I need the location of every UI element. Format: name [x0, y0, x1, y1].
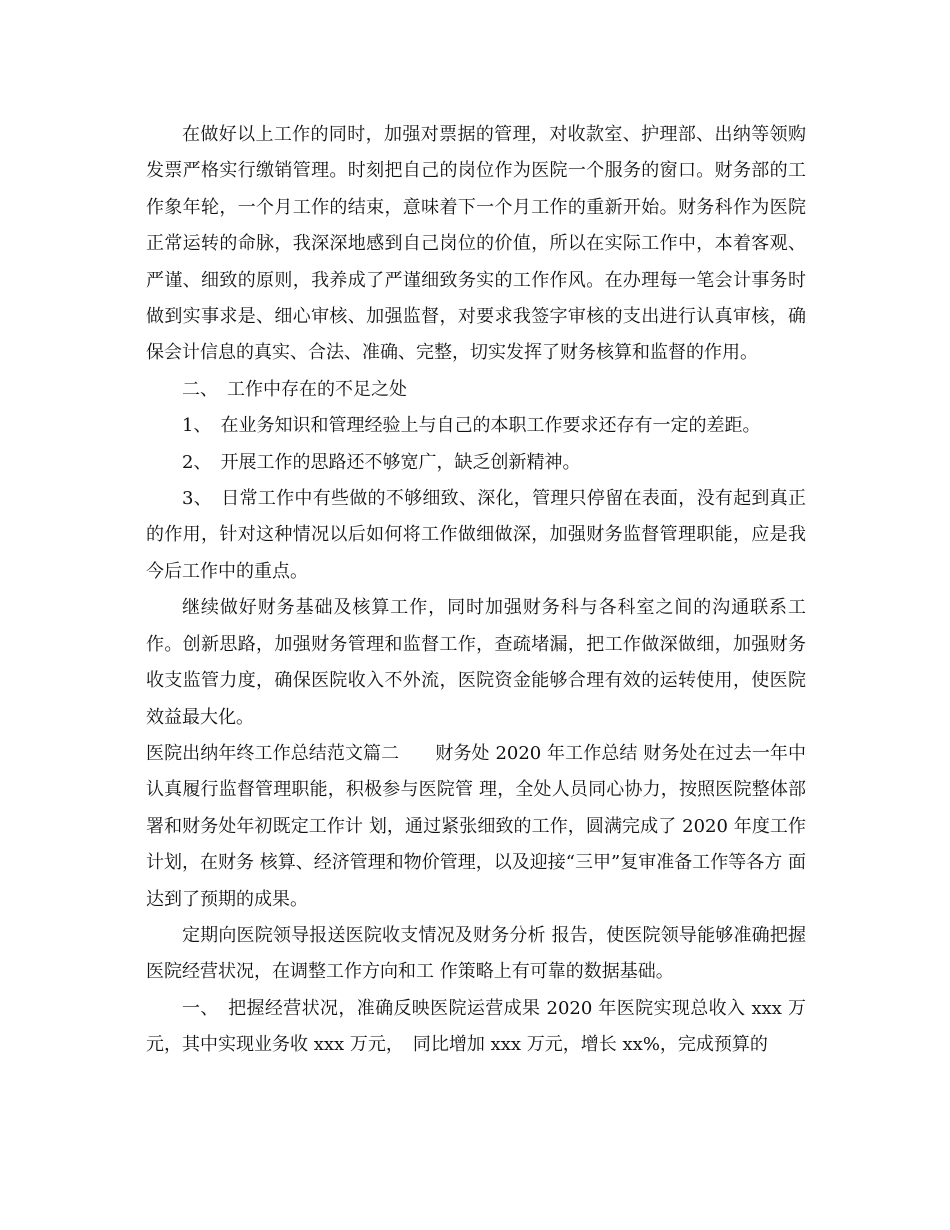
paragraph-continue-work: 继续做好财务基础及核算工作，同时加强财务科与各科室之间的沟通联系工作。创新思路，加强财务管理和监督工作，查疏堵漏，把工作做深做细，加强财务收支监管力度，确保医院收入不外流，医院资金能够合理有效的运转使用，使医院效益最大化。	[146, 597, 806, 728]
list-item-2: 2、 开展工作的思路还不够宽广，缺乏创新精神。	[182, 451, 581, 473]
list-item-1: 1、 在业务知识和管理经验上与自己的本职工作要求还存有一定的差距。	[182, 415, 761, 437]
list-item-3: 3、 日常工作中有些做的不够细致、深化，管理只停留在表面，没有起到真正的作用，针对这种情况以后如何将工作做细做深，加强财务监督管理职能，应是我今后工作中的重点。	[146, 488, 806, 582]
paragraph-regular-reporting: 定期向医院领导报送医院收支情况及财务分析 报告，使医院领导能够准确把握医院经营状况，在调整工作方向和工 作策略上有可靠的数据基础。	[146, 924, 806, 983]
section-heading-shortcomings: 二、 工作中存在的不足之处	[182, 378, 407, 400]
paragraph-bill-management: 在做好以上工作的同时，加强对票据的管理，对收款室、护理部、出纳等领购发票严格实行缴销管理。时刻把自己的岗位作为医院一个服务的窗口。财务部的工作象年轮，一个月工作的结束，意味着下一个月工作的重新开始。财务科作为医院正常运转的命脉，我深深地感到自己岗位的价值，所以在实际工作中，本着客观、严谨、细致的原则，我养成了严谨细致务实的工作作风。在办理每一笔会计事务时做到实事求是、细心审核、加强监督，对要求我签字审核的支出进行认真审核，确保会计信息的真实、合法、准确、完整，切实发挥了财务核算和监督的作用。	[146, 124, 806, 364]
paragraph-article-two-intro: 医院出纳年终工作总结范文篇二 财务处 2020 年工作总结 财务处在过去一年中认真履行监督管理职能，积极参与医院管 理，全处人员同心协力，按照医院整体部署和财务处年初既定工作计 划，通过紧张细致的工作，圆满完成了 2020 年度工作计划，在财务 核算、经济管理和物价管理，以及迎接“三甲”复审准备工作等各方 面达到了预期的成果。	[146, 742, 806, 910]
document-body	[146, 117, 806, 1064]
paragraph-operating-status: 一、 把握经营状况，准确反映医院运营成果 2020 年医院实现总收入 xxx 万元，其中实现业务收 xxx 万元， 同比增加 xxx 万元，增长 xx%，完成预算的	[146, 997, 806, 1056]
